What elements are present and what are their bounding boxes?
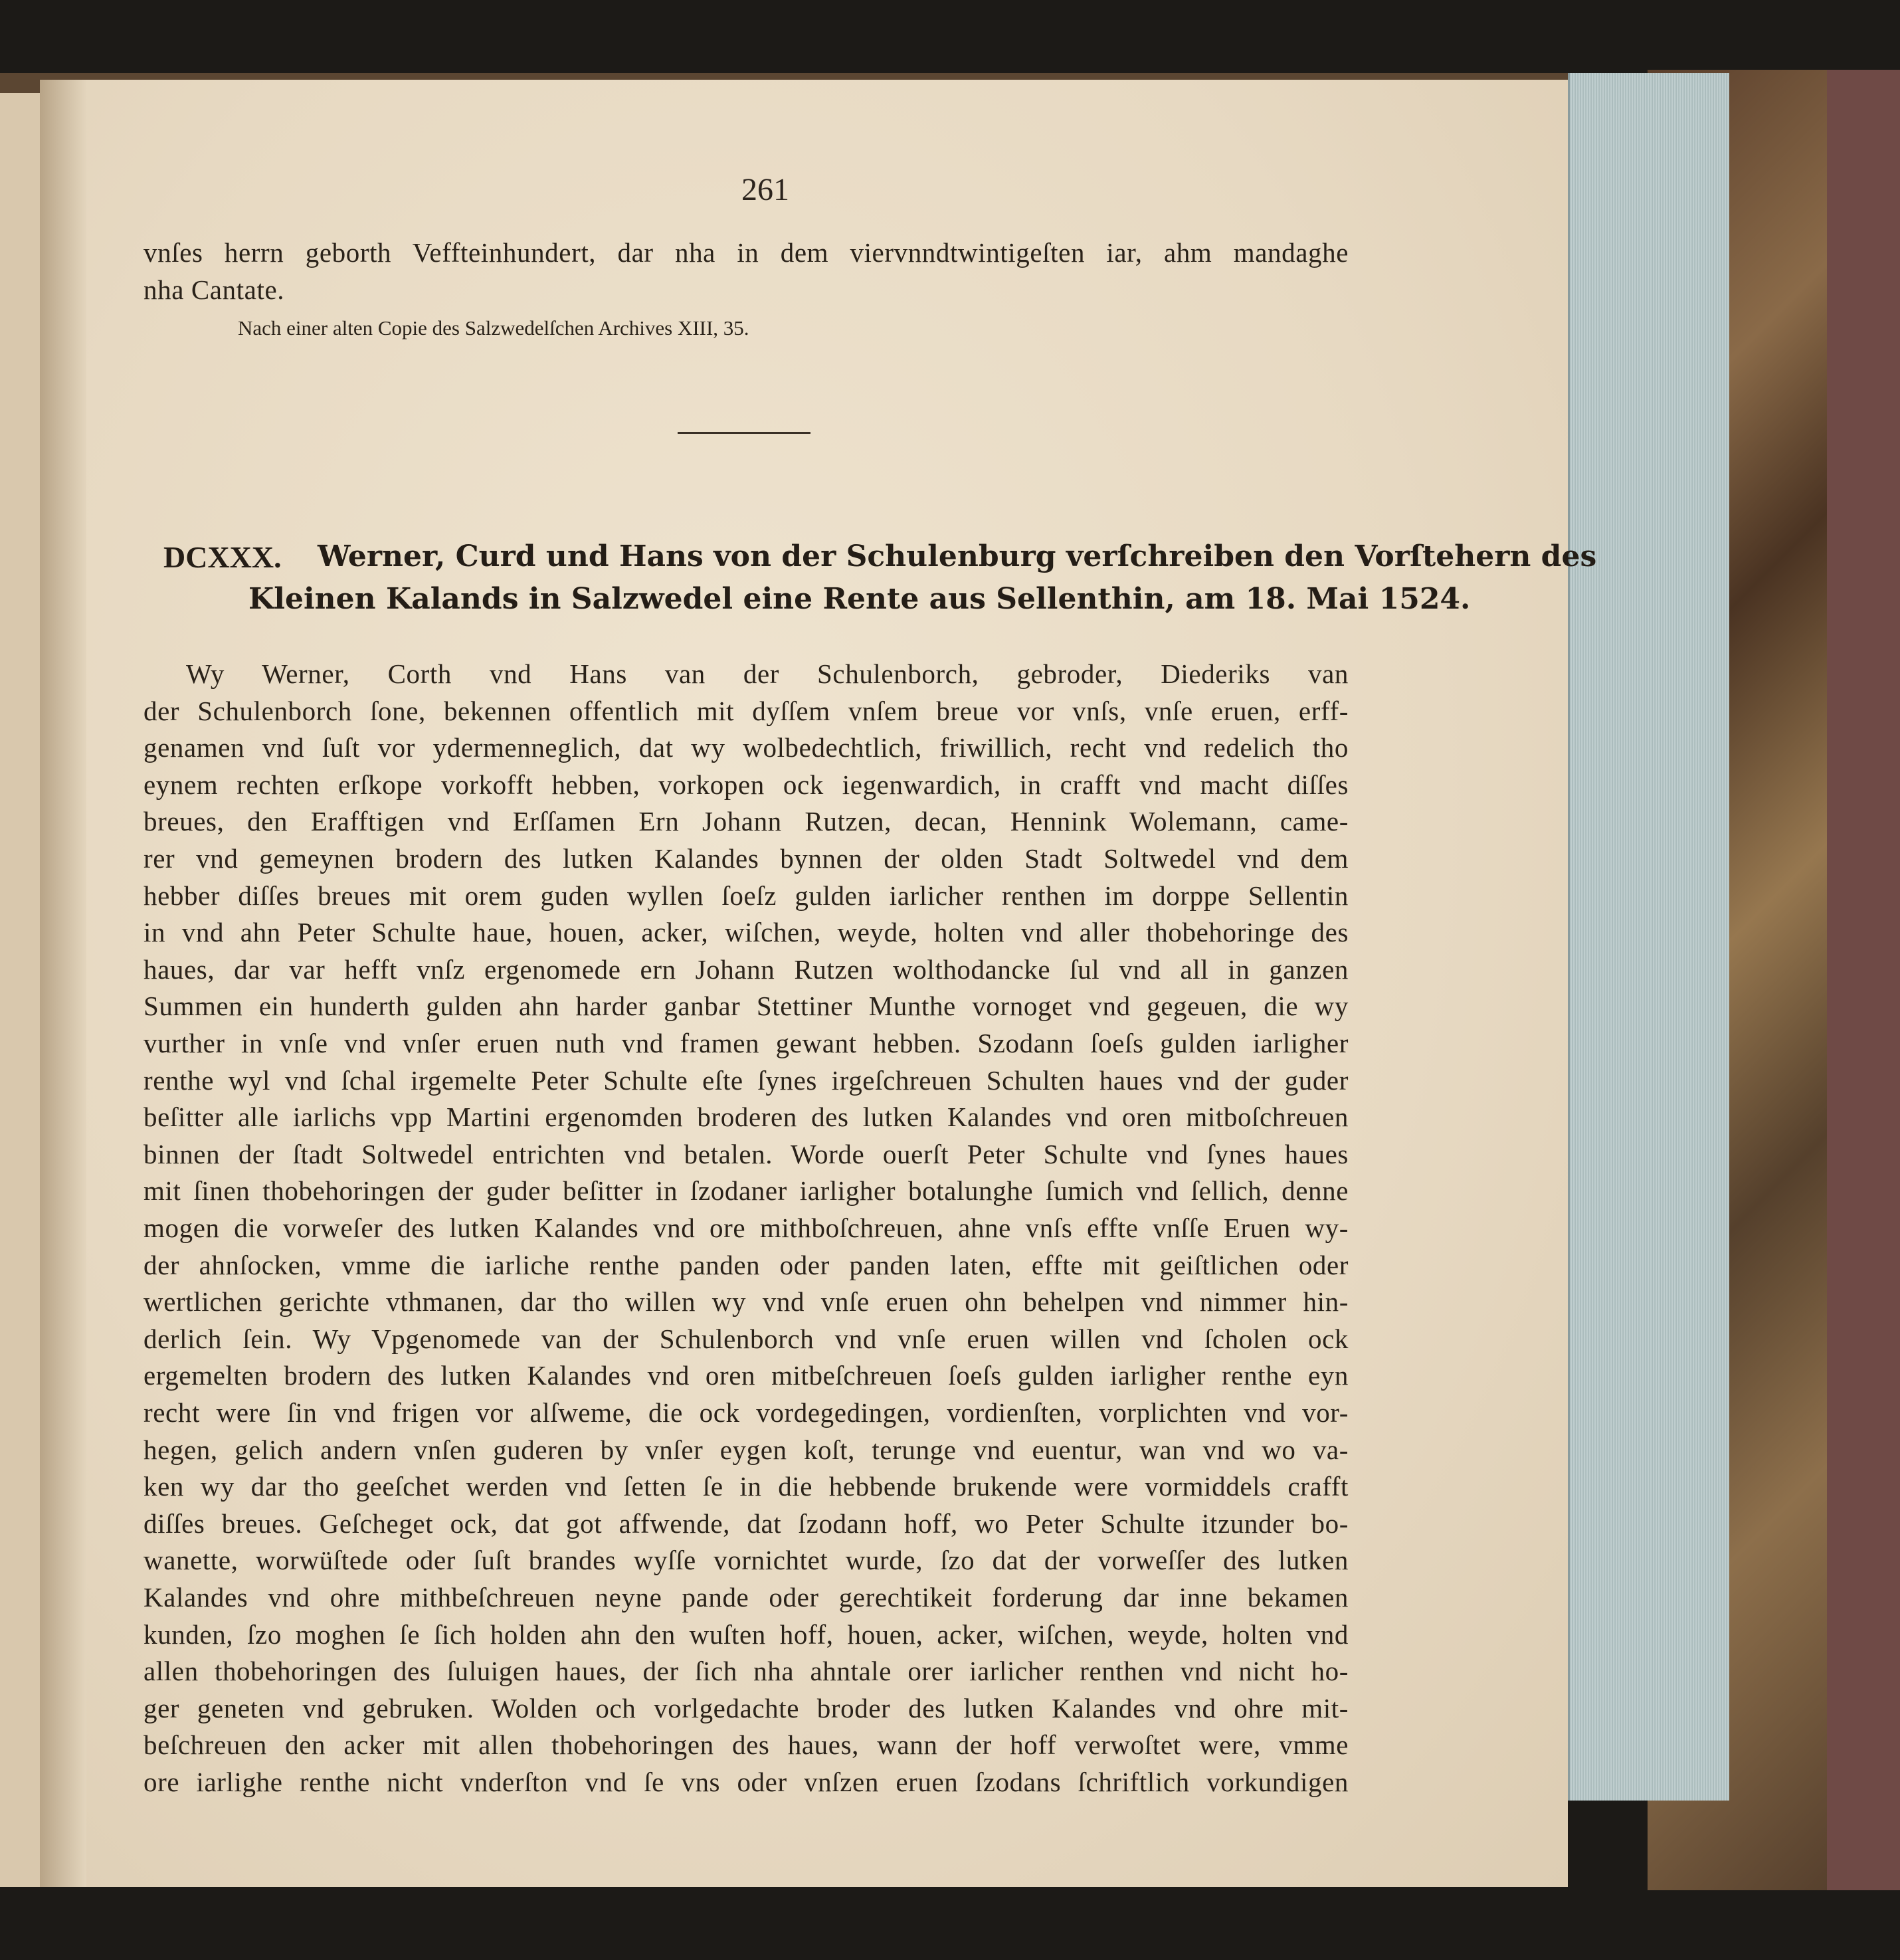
source-note: Nach einer alten Copie des Salzwedelſchen Archives XIII, 35.	[238, 316, 749, 340]
body-text-line: renthe wyl vnd ſchal irgemelte Peter Schulte eſte ſynes irgeſchreuen Schulten haues vnd der guder	[143, 1064, 1349, 1096]
body-text-line: kunden, ſzo moghen ſe ſich holden ahn den wuſten hoff, houen, acker, wiſchen, weyde, holten vnd	[143, 1618, 1349, 1650]
body-text-line: mogen die vorweſer des lutken Kalandes vnd ore mithboſchreuen, ahne vnſs effte vnſſe Eruen wy-	[143, 1213, 1349, 1243]
book-cover-cloth-spine	[1827, 70, 1900, 1890]
body-text-line: recht were ſin vnd frigen vor alſweme, die ock vordegedingen, vordienſten, vorplichten vnd vor-	[143, 1397, 1349, 1428]
body-text-line: wanette, worwüſtede oder ſuſt brandes wyſſe vornichtet wurde, ſzo dat der vorweſſer des lutken	[143, 1545, 1349, 1576]
body-text-line: haues, dar var hefft vnſz ergenomede ern Johann Rutzen wolthodancke ſul vnd all in ganzen	[143, 953, 1349, 985]
body-text-line: Kalandes vnd ohre mithbeſchreuen neyne pande oder gerechtikeit forderung dar inne bekamen	[143, 1582, 1349, 1613]
body-text-line: breues, den Erafftigen vnd Erſſamen Ern Johann Rutzen, decan, Hennink Wolemann, came-	[143, 806, 1349, 837]
body-text-line: ken wy dar tho geeſchet werden vnd ſetten ſe in die hebbende brukende were vormiddels crafft	[143, 1471, 1349, 1502]
document-number: DCXXX.	[163, 540, 282, 574]
body-text-line: ger geneten vnd gebruken. Wolden och vorlgedachte broder des lutken Kalandes vnd ohre mit-	[143, 1692, 1349, 1723]
text-line: vnſes herrn geborth Veffteinhundert, dar nha in dem viervnndtwintigeſten iar, ahm mandaghe	[143, 237, 1349, 268]
body-text-line: hebber diſſes breues mit orem guden wyllen ſoeſz gulden iarlicher renthen im dorppe Sellentin	[143, 880, 1349, 911]
body-text-line: derlich ſein. Wy Vpgenomede van der Schulenborch vnd vnſe eruen willen vnd ſcholen ock	[143, 1323, 1349, 1354]
body-text-line: rer vnd gemeynen brodern des lutken Kalandes bynnen der olden Stadt Soltwedel vnd dem	[143, 843, 1349, 874]
body-text-line: vurther in vnſe vnd vnſer eruen nuth vnd framen gewant hebben. Szodann ſoeſs gulden iarligher	[143, 1028, 1349, 1058]
body-text-line: ore iarlighe renthe nicht vnderſton vnd ſe vns oder vnſzen eruen ſzodans ſchriftlich vorkundigen	[143, 1767, 1349, 1797]
section-divider	[678, 432, 810, 434]
body-text-line: Summen ein hunderth gulden ahn harder ganbar Stettiner Munthe vornoget vnd gegeuen, die wy	[143, 991, 1349, 1022]
body-text-line: mit ſinen thobehoringen der guder beſitter in ſzodaner iarligher botalunghe ſumich vnd ſellich, denne	[143, 1175, 1349, 1207]
body-text-line: diſſes breues. Geſcheget ock, dat got affwende, dat ſzodann hoff, wo Peter Schulte itzunder bo-	[143, 1508, 1349, 1539]
page-number: 261	[741, 172, 789, 207]
body-text-line: in vnd ahn Peter Schulte haue, houen, acker, wiſchen, weyde, holten vnd aller thobehoringe des	[143, 917, 1349, 948]
body-text-line: Wy Werner, Corth vnd Hans van der Schulenborch, gebroder, Diederiks van	[186, 658, 1349, 689]
text-line: nha Cantate.	[143, 274, 285, 305]
page-block-edges	[1568, 73, 1729, 1801]
body-text-line: beſchreuen den acker mit allen thobehoringen des haues, wann der hoff verwoſtet were, vmme	[143, 1729, 1349, 1761]
body-text-line: hegen, gelich andern vnſen guderen by vnſer eygen koſt, terunge vnd euentur, wan vnd wo va-	[143, 1434, 1349, 1465]
body-text-line: allen thobehoringen des ſuluigen haues, der ſich nha ahntale orer iarlicher renthen vnd nicht ho-	[143, 1656, 1349, 1687]
body-text-line: eynem rechten erſkope vorkofft hebben, vorkopen ock iegenwardich, in crafft vnd macht diſſes	[143, 769, 1349, 800]
body-text-line: genamen vnd ſuſt vor ydermenneglich, dat wy wolbedechtlich, friwillich, recht vnd redelich tho	[143, 732, 1349, 763]
page-gutter-shadow	[40, 80, 86, 1887]
body-text-line: ergemelten brodern des lutken Kalandes vnd oren mitbeſchreuen ſoeſs gulden iarligher renthe eyn	[143, 1360, 1349, 1391]
document-title-line-2: Kleinen Kalands in Salzwedel eine Rente aus Sellenthin, am 18. Mai 1524.	[248, 582, 1471, 616]
document-title-line-1: Werner, Curd und Hans von der Schulenburg verſchreiben den Vorſtehern des	[318, 539, 1597, 573]
body-text-line: der ahnſocken, vmme die iarliche renthe panden oder panden laten, effte mit geiſtlichen oder	[143, 1249, 1349, 1280]
body-text-line: der Schulenborch ſone, bekennen offentlich mit dyſſem vnſem breue vor vnſs, vnſe eruen, erff-	[143, 695, 1349, 726]
body-text-line: beſitter alle iarlichs vpp Martini ergenomden broderen des lutken Kalandes vnd oren mitboſchreuen	[143, 1102, 1349, 1133]
body-text-line: wertlichen gerichte vthmanen, dar tho willen wy vnd vnſe eruen ohn behelpen vnd nimmer hin-	[143, 1286, 1349, 1318]
body-text-line: binnen der ſtadt Soltwedel entrichten vnd betalen. Worde ouerſt Peter Schulte vnd ſynes haues	[143, 1138, 1349, 1169]
